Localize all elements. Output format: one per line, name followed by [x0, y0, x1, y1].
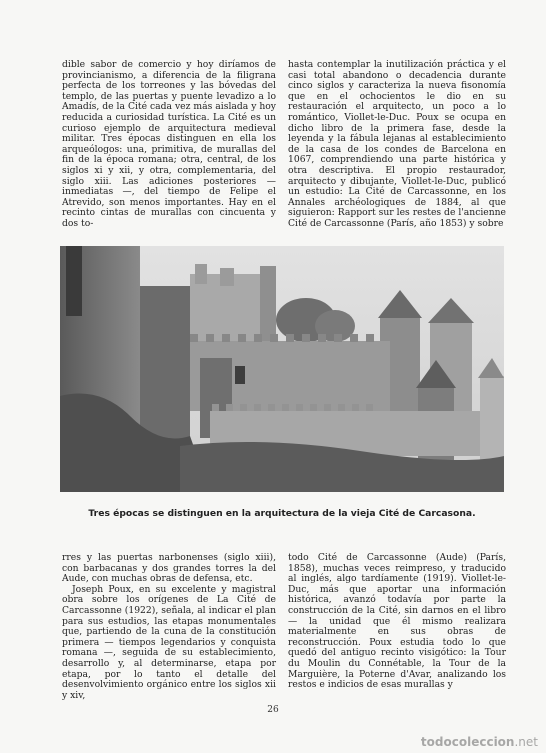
- paragraph: todo Cité de Carcassonne (Aude) (París, 1858), muchas veces reimpreso, y traducido al inglés, algo tardíamente (1919). Viollet-le-Duc, más que aportar una información histórica, avanzó todavía por parte la construcción de la Cité, sin darnos en el libro — la unidad que él mismo realizara materialmente en sus obras de reconstrucción. Poux estudia todo lo que quedó del antiguo recinto visigótico: la Tour du Moulin du Connétable, la Tour de la Marguière, la Poterne d'Avar, analizando los restos e indicios de esas murallas y: [288, 552, 506, 691]
- column-top-left: [62, 60, 276, 230]
- column-bottom-right: [288, 553, 506, 691]
- paragraph: Joseph Poux, en su excelente y magistral obra sobre los orígenes de La Cité de Carcassonne (1922), señala, al indicar el plan para sus estudios, las etapas monumentales que, partiendo de la cuna de la constitución primera — tiempos legendarios y conquista romana —, seguida de su establecimiento, desarrollo y, al determinarse, etapa por etapa, por lo tanto el detalle del desenvolvimiento orgánico entre los siglos xii y xiv,: [62, 583, 276, 701]
- watermark-brand: todocoleccion: [420, 735, 515, 749]
- photograph-carcassonne: [60, 246, 504, 492]
- paragraph: rres y las puertas narbonenses (siglo xiii), con barbacanas y dos grandes torres la del Aude, con muchas obras de defensa, etc.: [62, 552, 276, 585]
- column-bottom-left: [62, 553, 276, 701]
- watermark: [421, 735, 538, 749]
- paragraph: dible sabor de comercio y hoy diríamos de provincianismo, a diferencia de la filigrana perfecta de los torreones y las bóvedas del templo, de las puertas y puente levadizo a lo Amadís, de la Cité cada vez más aislada y hoy reducida a curiosidad turística. La Cité es un curioso ejemplo de arquitectura medieval militar. Tres épocas distinguen en ella los arqueólogos: una, primitiva, de murallas del fin de la época romana; otra, central, de los siglos xi y xii, y otra, complementaria, del siglo xiii. Las adiciones posteriores — inmediatas —, del tiempo de Felipe el Atrevido, son menos importantes. Hay en el recinto cintas de murallas con cincuenta y dos to-: [62, 59, 276, 229]
- watermark-suffix: .net: [514, 735, 538, 749]
- page-number: 26: [267, 705, 279, 715]
- paragraph: hasta contemplar la inutilización práctica y el casi total abandono o decadencia durante cinco siglos y caracteriza la nueva fisonomía que en el ochocientos le dio en su restauración el arquitecto, un poco a lo romántico, Viollet-le-Duc. Poux se ocupa en dicho libro de la primera fase, desde la leyenda y la fábula lejanas al establecimiento de la casa de los condes de Barcelona en 1067, comprendiendo una parte histórica y otra descriptiva. El propio restaurador, arquitecto y dibujante, Viollet-le-Duc, publicó un estudio: La Cité de Carcassonne, en los Annales archéologiques de 1884, al que siguieron: Rapport sur les restes de l'ancienne Cité de Carcassonne (París, año 1853) y sobre: [288, 59, 506, 229]
- photo-caption: Tres épocas se distinguen en la arquitectura de la vieja Cité de Carcasona.: [88, 508, 476, 519]
- column-top-right: [288, 60, 506, 230]
